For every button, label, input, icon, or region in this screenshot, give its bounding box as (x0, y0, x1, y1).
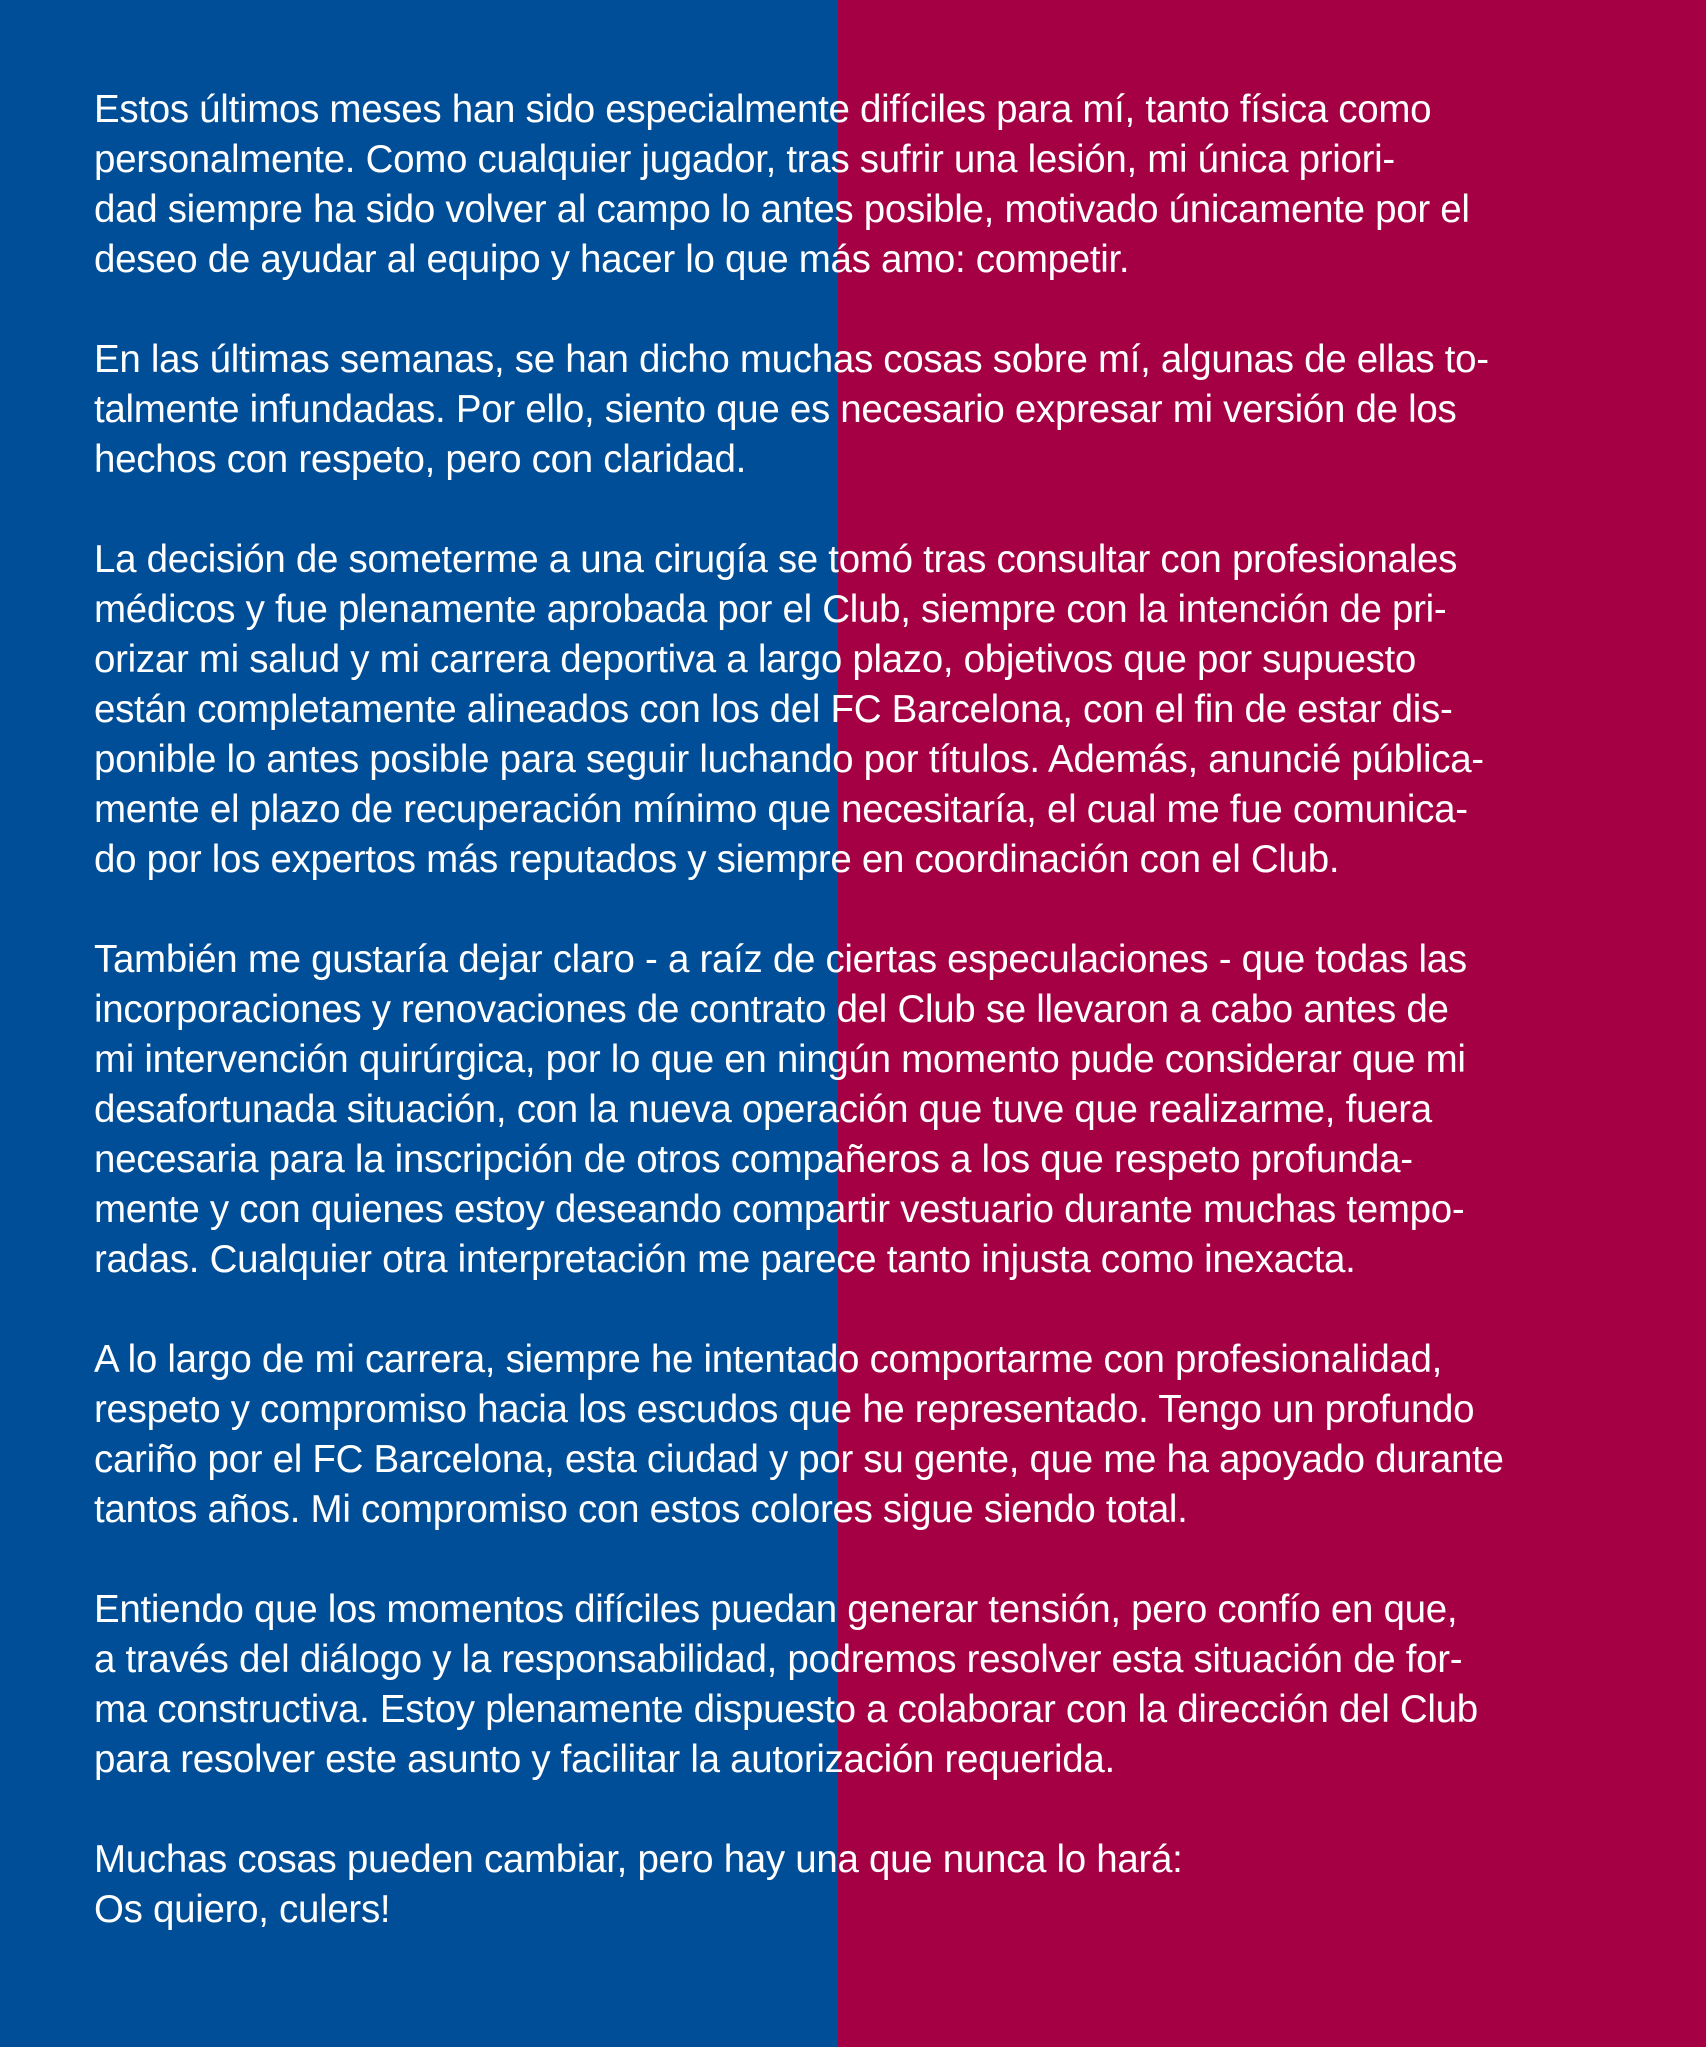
text-line: mente el plazo de recuperación mínimo que necesitaría, el cual me fue comunica- (94, 788, 1468, 831)
paragraph (94, 535, 1644, 885)
text-line: personalmente. Como cualquier jugador, tras sufrir una lesión, mi única priori- (94, 138, 1395, 181)
text-line: ponible lo antes posible para seguir luchando por títulos. Además, anuncié pública- (94, 738, 1484, 781)
text-line: hechos con respeto, pero con claridad. (94, 438, 747, 481)
text-line: mente y con quienes estoy deseando compartir vestuario durante muchas tempo- (94, 1188, 1465, 1231)
text-line: ma constructiva. Estoy plenamente dispuesto a colaborar con la dirección del Club (94, 1688, 1478, 1731)
text-line: mi intervención quirúrgica, por lo que en ningún momento pude considerar que mi (94, 1038, 1466, 1081)
text-line: Os quiero, culers! (94, 1888, 391, 1931)
text-line: necesaria para la inscripción de otros compañeros a los que respeto profunda- (94, 1138, 1413, 1181)
text-line: dad siempre ha sido volver al campo lo antes posible, motivado únicamente por el (94, 188, 1470, 231)
text-line: deseo de ayudar al equipo y hacer lo que más amo: competir. (94, 238, 1130, 281)
paragraph (94, 335, 1644, 485)
text-line: Entiendo que los momentos difíciles puedan generar tensión, pero confío en que, (94, 1588, 1458, 1631)
text-line: a través del diálogo y la responsabilidad, podremos resolver esta situación de for- (94, 1638, 1463, 1681)
text-line: desafortunada situación, con la nueva operación que tuve que realizarme, fuera (94, 1088, 1432, 1131)
text-line: respeto y compromiso hacia los escudos que he representado. Tengo un profundo (94, 1388, 1475, 1431)
text-line: incorporaciones y renovaciones de contrato del Club se llevaron a cabo antes de (94, 988, 1449, 1031)
text-line: También me gustaría dejar claro - a raíz de ciertas especulaciones - que todas las (94, 938, 1467, 981)
statement-text (94, 85, 1644, 1985)
paragraph (94, 1835, 1644, 1935)
text-line: talmente infundadas. Por ello, siento que es necesario expresar mi versión de los (94, 388, 1457, 431)
text-line: En las últimas semanas, se han dicho muchas cosas sobre mí, algunas de ellas to- (94, 338, 1489, 381)
text-line: do por los expertos más reputados y siempre en coordinación con el Club. (94, 838, 1340, 881)
text-line: orizar mi salud y mi carrera deportiva a largo plazo, objetivos que por supuesto (94, 638, 1417, 681)
text-line: están completamente alineados con los del FC Barcelona, con el fin de estar dis- (94, 688, 1453, 731)
text-line: tantos años. Mi compromiso con estos colores sigue siendo total. (94, 1488, 1188, 1531)
text-line: cariño por el FC Barcelona, esta ciudad y por su gente, que me ha apoyado durante (94, 1438, 1504, 1481)
text-line: radas. Cualquier otra interpretación me parece tanto injusta como inexacta. (94, 1238, 1356, 1281)
text-line: para resolver este asunto y facilitar la autorización requerida. (94, 1738, 1115, 1781)
paragraph (94, 1335, 1644, 1535)
paragraph (94, 85, 1644, 285)
paragraph (94, 1585, 1644, 1785)
text-line: médicos y fue plenamente aprobada por el Club, siempre con la intención de pri- (94, 588, 1447, 631)
text-line: A lo largo de mi carrera, siempre he intentado comportarme con profesionalidad, (94, 1338, 1443, 1381)
text-line: La decisión de someterme a una cirugía se tomó tras consultar con profesionales (94, 538, 1458, 581)
text-line: Muchas cosas pueden cambiar, pero hay una que nunca lo hará: (94, 1838, 1183, 1881)
text-line: Estos últimos meses han sido especialmente difíciles para mí, tanto física como (94, 88, 1432, 131)
paragraph (94, 935, 1644, 1285)
